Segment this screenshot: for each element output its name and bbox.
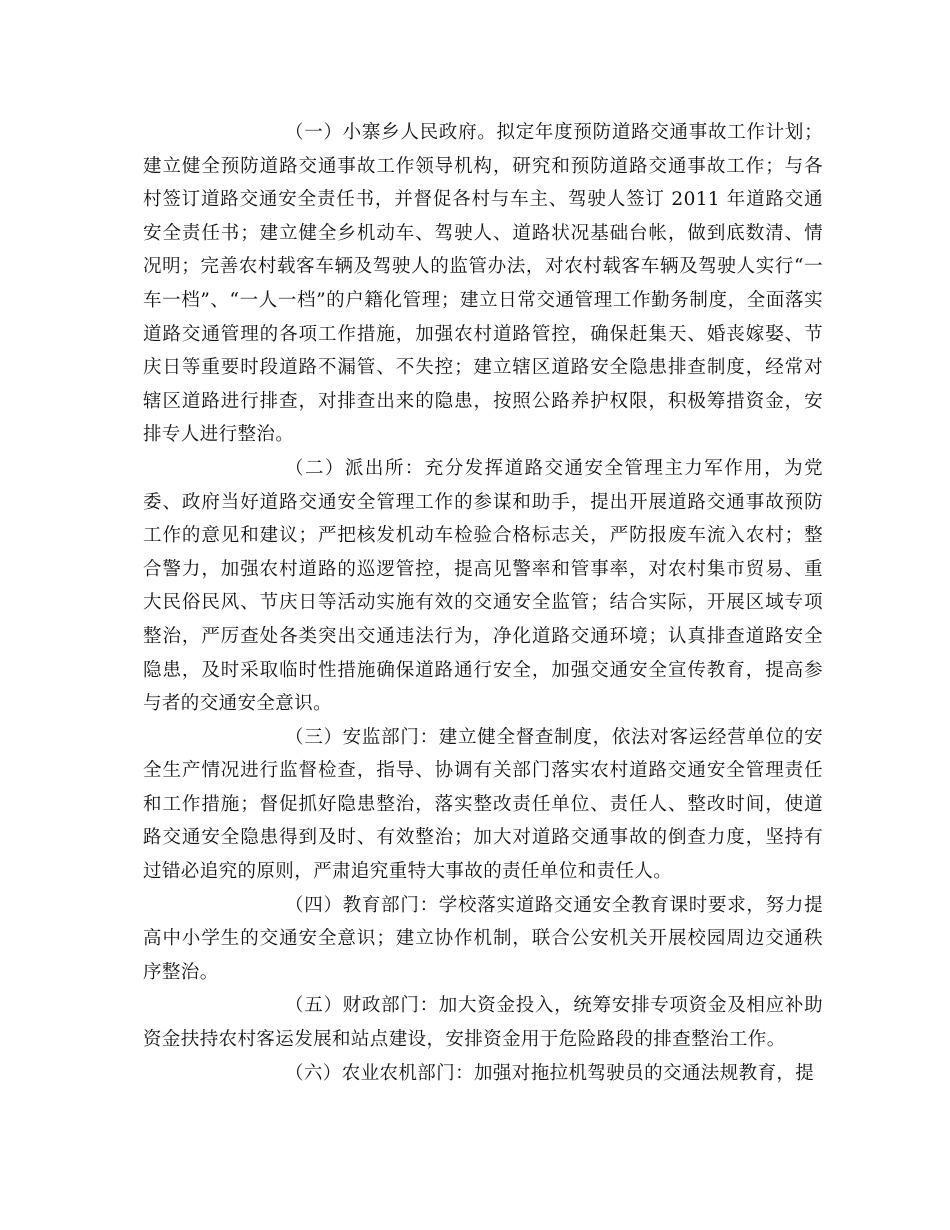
paragraph-safety-supervision: （三）安监部门：建立健全督查制度，依法对客运经营单位的安全生产情况进行监督检查，指导、协调有关部门落实农村道路交通安全管理责任和工作措施；督促抓好隐患整治，落实整改责任单位、责任人、整改时间，使道路交通安全隐患得到及时、有效整治；加大对道路交通事故的倒查力度，坚持有过错必追究的原则，严肃追究重特大事故的责任单位和责任人。 (143, 726, 823, 883)
paragraph-police-station: （二）派出所：充分发挥道路交通安全管理主力军作用，为党委、政府当好道路交通安全管理工作的参谋和助手，提出开展道路交通事故预防工作的意见和建议；严把核发机动车检验合格标志关，严防报废车流入农村；整合警力，加强农村道路的巡逻管控，提高见警率和管事率，对农村集市贸易、重大民俗民风、节庆日等活动实施有效的交通安全监管；结合实际，开展区域专项整治，严厉查处各类突出交通违法行为，净化道路交通环境；认真排查道路安全隐患，及时采取临时性措施确保道路通行安全，加强交通安全宣传教育，提高参与者的交通安全意识。 (143, 457, 823, 715)
paragraph-education-department: （四）教育部门：学校落实道路交通安全教育课时要求，努力提高中小学生的交通安全意识；建立协作机制，联合公安机关开展校园周边交通秩序整治。 (143, 894, 823, 983)
paragraph-agriculture-department: （六）农业农机部门：加强对拖拉机驾驶员的交通法规教育，提 (285, 1062, 815, 1084)
document-body (143, 116, 823, 1090)
paragraph-finance-department: （五）财政部门：加大资金投入，统筹安排专项资金及相应补助资金扶持农村客运发展和站点建设，安排资金用于危险路段的排查整治工作。 (143, 995, 823, 1051)
paragraph-township-government: （一）小寨乡人民政府。拟定年度预防道路交通事故工作计划；建立健全预防道路交通事故工作领导机构，研究和预防道路交通事故工作；与各村签订道路交通安全责任书，并督促各村与车主、驾驶人签订 2011 年道路交通安全责任书；建立健全乡机动车、驾驶人、道路状况基础台帐，做到底数清、情况明；完善农村载客车辆及驾驶人的监管办法，对农村载客车辆及驾驶人实行“一车一档”、“一人一档”的户籍化管理；建立日常交通管理工作勤务制度，全面落实道路交通管理的各项工作措施，加强农村道路管控，确保赶集天、婚丧嫁娶、节庆日等重要时段道路不漏管、不失控；建立辖区道路安全隐患排查制度，经常对辖区道路进行排查，对排查出来的隐患，按照公路养护权限，积极筹措资金，安排专人进行整治。 (143, 122, 823, 446)
